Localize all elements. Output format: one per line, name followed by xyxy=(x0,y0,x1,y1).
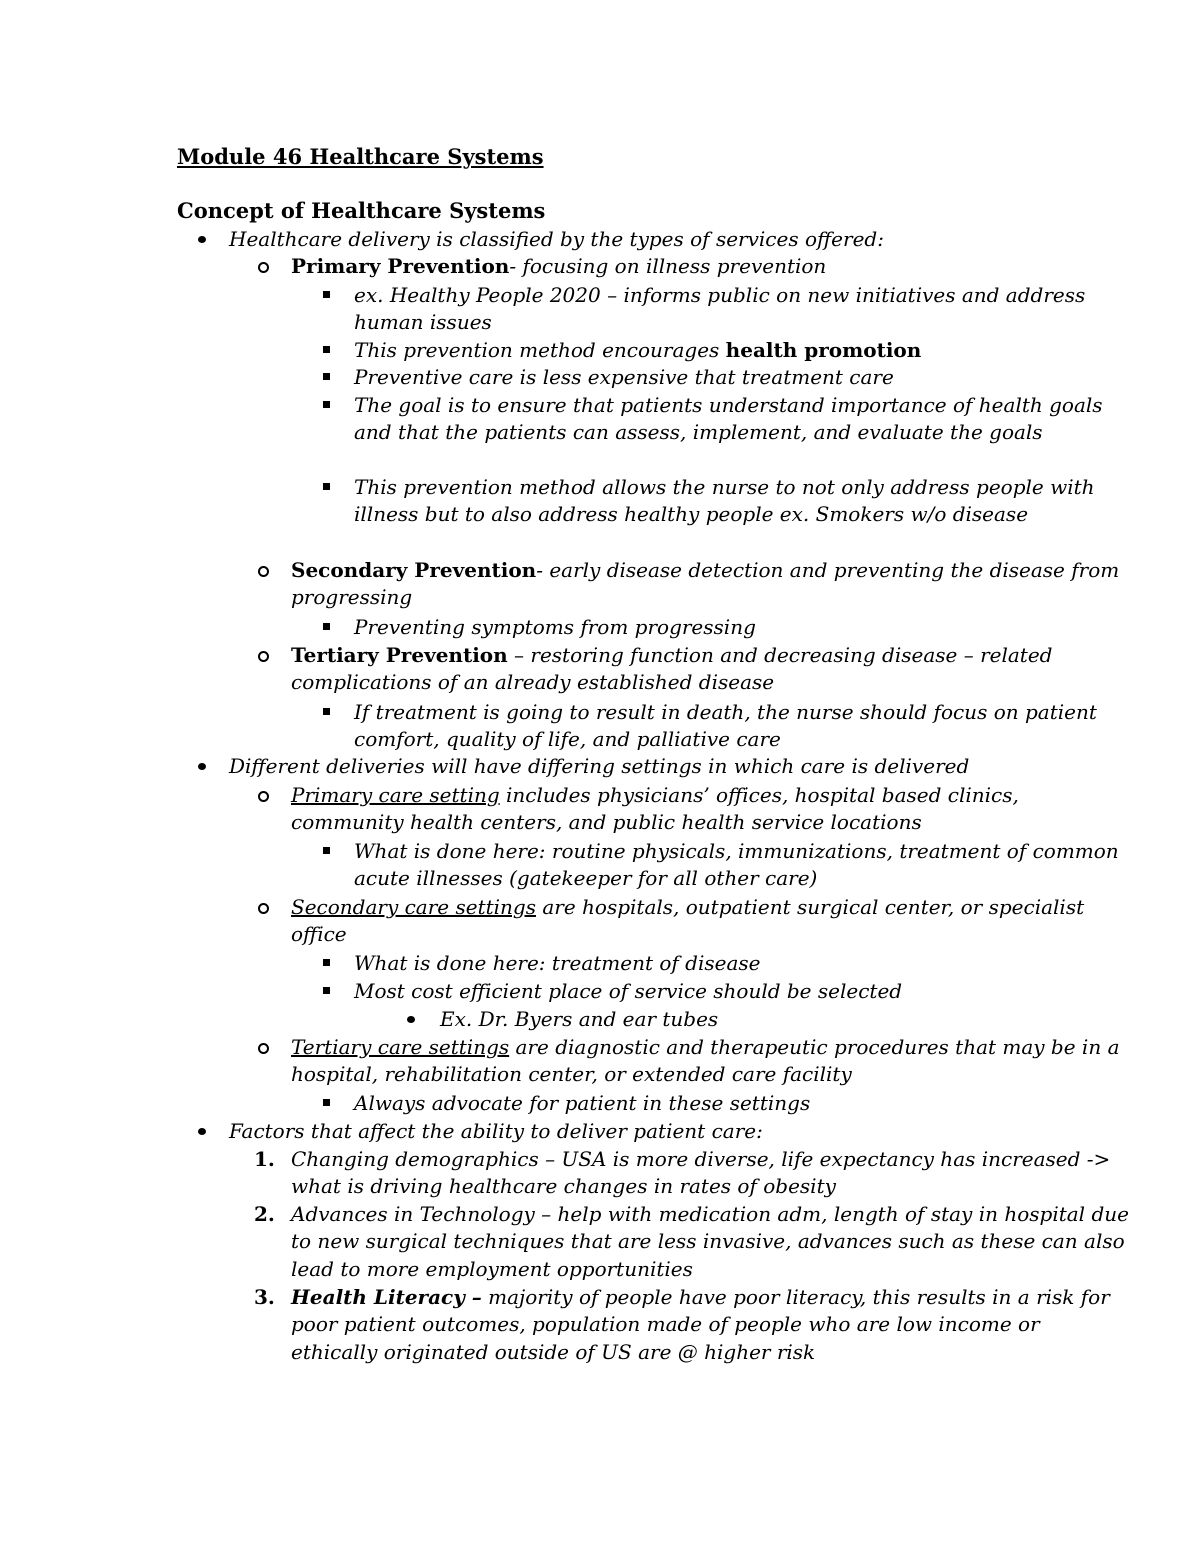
bullet-icon xyxy=(198,763,206,770)
square-bullet-icon xyxy=(323,987,330,994)
list-item: The goal is to ensure that patients understand importance of health goals and that the patients can assess, implement, and evaluate the goals xyxy=(354,392,1134,447)
numbered-item: 3. Health Literacy – majority of people have poor literacy, this results in a risk for poor patient outcomes, population made of people who are low income or ethically originated outside of US are @ higher risk xyxy=(254,1285,1110,1364)
list-item-tertiary-care-settings: Tertiary care settings are diagnostic and therapeutic procedures that may be in a hospital, rehabilitation center, or extended care facility xyxy=(291,1034,1131,1089)
bullet-icon xyxy=(198,1128,206,1135)
list-item: This prevention method encourages health promotion xyxy=(354,337,1134,364)
list-item: Preventive care is less expensive that treatment care xyxy=(354,364,1134,391)
list-item: If treatment is going to result in death, the nurse should focus on patient comfort, quality of life, and palliative care xyxy=(354,699,1134,754)
bullet-icon xyxy=(407,1016,415,1023)
square-bullet-icon xyxy=(323,959,330,966)
circle-bullet-icon xyxy=(258,566,269,577)
square-bullet-icon xyxy=(323,1099,330,1106)
circle-bullet-icon xyxy=(258,903,269,914)
term-health-literacy: Health Literacy – xyxy=(291,1285,482,1309)
list-item: Factors that affect the ability to deliver patient care: xyxy=(229,1118,1129,1145)
numbered-item: 2. Advances in Technology – help with medication adm, length of stay in hospital due to new surgical techniques that are less invasive, advances such as these can also lead to more employment opportunities xyxy=(254,1202,1129,1281)
list-item: Always advocate for patient in these settings xyxy=(354,1090,1134,1117)
square-bullet-icon xyxy=(323,483,330,490)
list-item: Most cost efficient place of service should be selected xyxy=(354,978,1134,1005)
square-bullet-icon xyxy=(323,291,330,298)
list-item: Different deliveries will have differing settings in which care is delivered xyxy=(229,753,1129,780)
numbered-item: 1. Changing demographics – USA is more diverse, life expectancy has increased -> what is driving healthcare changes in rates of obesity xyxy=(254,1147,1111,1199)
square-bullet-icon xyxy=(323,346,330,353)
list-item-tertiary-prevention: Tertiary Prevention – restoring function and decreasing disease – related complications of an already established disease xyxy=(291,642,1131,697)
document-title: Module 46 Healthcare Systems xyxy=(177,144,544,169)
list-item: This prevention method allows the nurse to not only address people with illness but to also address healthy people ex. Smokers w/o disease xyxy=(354,474,1134,529)
circle-bullet-icon xyxy=(258,651,269,662)
circle-bullet-icon xyxy=(258,791,269,802)
bullet-icon xyxy=(198,236,206,243)
list-item: Ex. Dr. Byers and ear tubes xyxy=(440,1006,1140,1033)
square-bullet-icon xyxy=(323,623,330,630)
list-item-secondary-care-settings: Secondary care settings are hospitals, outpatient surgical center, or specialist office xyxy=(291,894,1131,949)
list-item: Healthcare delivery is classified by the types of services offered: xyxy=(229,226,1129,253)
square-bullet-icon xyxy=(323,401,330,408)
list-item: What is done here: treatment of disease xyxy=(354,950,1134,977)
list-item-primary-care-setting: Primary care setting includes physicians’ offices, hospital based clinics, community health centers, and public health service locations xyxy=(291,782,1131,837)
list-item-secondary-prevention: Secondary Prevention- early disease detection and preventing the disease from progressing xyxy=(291,557,1131,612)
term-primary-prevention: Primary Prevention xyxy=(291,254,510,278)
list-item: What is done here: routine physicals, immunizations, treatment of common acute illnesses (gatekeeper for all other care) xyxy=(354,838,1134,893)
square-bullet-icon xyxy=(323,847,330,854)
term-primary-care-setting: Primary care setting xyxy=(291,783,500,807)
circle-bullet-icon xyxy=(258,1043,269,1054)
term-secondary-prevention: Secondary Prevention xyxy=(291,558,537,582)
circle-bullet-icon xyxy=(258,262,269,273)
list-item-primary-prevention: Primary Prevention- focusing on illness prevention xyxy=(291,253,1131,280)
list-item: Preventing symptoms from progressing xyxy=(354,614,1134,641)
term-health-promotion: health promotion xyxy=(725,338,922,362)
section-heading: Concept of Healthcare Systems xyxy=(177,198,546,223)
square-bullet-icon xyxy=(323,373,330,380)
list-item: ex. Healthy People 2020 – informs public on new initiatives and address human issues xyxy=(354,282,1134,337)
term-tertiary-prevention: Tertiary Prevention xyxy=(291,643,508,667)
term-secondary-care-settings: Secondary care settings xyxy=(291,895,536,919)
square-bullet-icon xyxy=(323,708,330,715)
term-tertiary-care-settings: Tertiary care settings xyxy=(291,1035,510,1059)
